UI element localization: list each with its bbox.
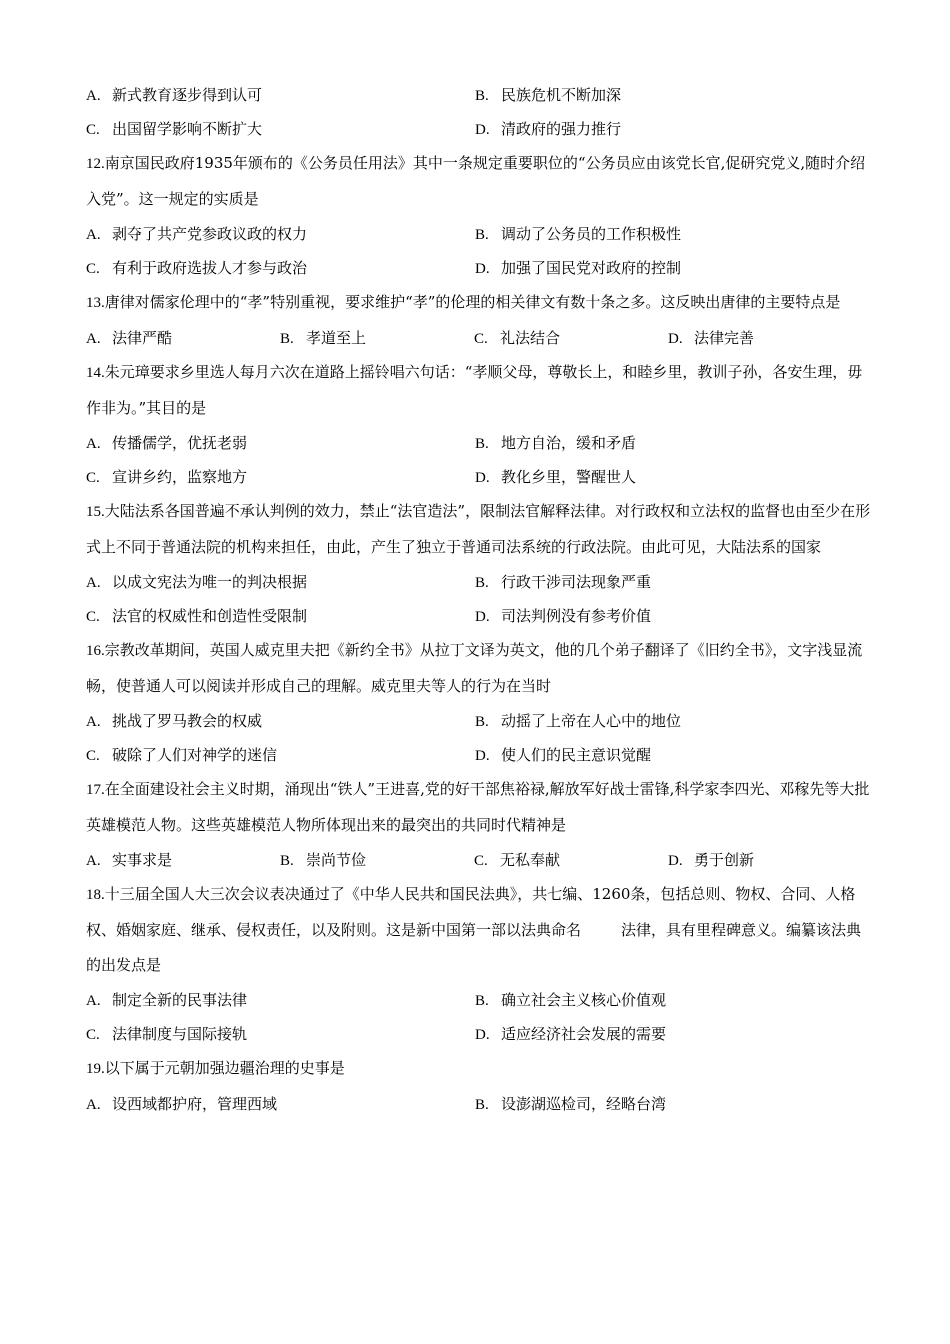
option-letter: A. bbox=[86, 575, 101, 591]
question-16 bbox=[86, 633, 876, 704]
option-text: 法律严酷 bbox=[112, 329, 173, 347]
option-text: 适应经济社会发展的需要 bbox=[501, 1025, 667, 1043]
option-c bbox=[86, 1017, 475, 1051]
option-letter: B. bbox=[280, 331, 294, 347]
option-row bbox=[86, 599, 876, 633]
option-d bbox=[475, 1017, 864, 1051]
option-b bbox=[280, 321, 474, 355]
option-letter: C. bbox=[86, 748, 100, 764]
option-letter: A. bbox=[86, 88, 101, 104]
option-b bbox=[475, 983, 864, 1017]
option-d bbox=[475, 251, 864, 285]
option-text: 出国留学影响不断扩大 bbox=[112, 120, 263, 138]
option-a bbox=[86, 704, 475, 738]
option-letter: B. bbox=[475, 88, 489, 104]
question-stem: 南京国民政府1935年颁布的《公务员任用法》其中一条规定重要职位的“公务员应由该党长官,促研究党义,随时介绍入党”。这一规定的实质是 bbox=[86, 154, 866, 208]
option-text: 勇于创新 bbox=[694, 851, 755, 869]
option-d bbox=[475, 460, 864, 494]
option-a bbox=[86, 1087, 475, 1121]
option-row bbox=[86, 426, 876, 460]
option-letter: A. bbox=[86, 227, 101, 243]
option-letter: B. bbox=[475, 436, 489, 452]
option-a bbox=[86, 565, 475, 599]
option-row bbox=[86, 843, 876, 877]
option-text: 法官的权威性和创造性受限制 bbox=[112, 607, 308, 625]
option-letter: C. bbox=[474, 853, 488, 869]
question-14 bbox=[86, 355, 876, 426]
option-letter: C. bbox=[86, 470, 100, 486]
option-letter: B. bbox=[280, 853, 294, 869]
option-a bbox=[86, 843, 280, 877]
option-letter: B. bbox=[475, 575, 489, 591]
question-stem: 在全面建设社会主义时期，涌现出“铁人”王进喜,党的好干部焦裕禄,解放军好战士雷锋,科学家李四光、邓稼先等大批英雄模范人物。这些英雄模范人物所体现出来的最突出的共同时代精神是 bbox=[86, 780, 870, 834]
option-row bbox=[86, 321, 876, 355]
question-13 bbox=[86, 285, 876, 321]
option-a bbox=[86, 217, 475, 251]
option-letter: A. bbox=[86, 853, 101, 869]
option-b bbox=[475, 565, 864, 599]
option-row bbox=[86, 983, 876, 1017]
option-d bbox=[668, 321, 862, 355]
option-letter: D. bbox=[475, 261, 490, 277]
question-number: 14. bbox=[86, 365, 105, 381]
option-text: 法律完善 bbox=[694, 329, 755, 347]
option-text: 法律制度与国际接轨 bbox=[112, 1025, 248, 1043]
question-number: 16. bbox=[86, 643, 105, 659]
option-text: 新式教育逐步得到认可 bbox=[112, 86, 263, 104]
question-stem: 宗教改革期间，英国人威克里夫把《新约全书》从拉丁文译为英文，他的几个弟子翻译了《旧约全书》，文字浅显流畅，使普通人可以阅读并形成自己的理解。威克里夫等人的行为在当时 bbox=[86, 641, 863, 695]
block-2-options bbox=[86, 217, 876, 285]
option-row bbox=[86, 738, 876, 772]
option-letter: C. bbox=[474, 331, 488, 347]
option-row bbox=[86, 217, 876, 251]
option-letter: D. bbox=[475, 470, 490, 486]
option-d bbox=[475, 599, 864, 633]
question-17 bbox=[86, 772, 876, 843]
option-text: 宣讲乡约，监察地方 bbox=[112, 468, 248, 486]
option-row bbox=[86, 112, 876, 146]
option-letter: D. bbox=[668, 853, 683, 869]
option-text: 行政干涉司法现象严重 bbox=[501, 573, 652, 591]
option-c bbox=[474, 843, 668, 877]
option-c bbox=[474, 321, 668, 355]
question-stem: 唐律对儒家伦理中的“孝”特别重视，要求维护“孝”的伦理的相关律文有数十条之多。这反映出唐律的主要特点是 bbox=[104, 293, 841, 311]
option-text: 挑战了罗马教会的权威 bbox=[112, 712, 263, 730]
option-text: 剥夺了共产党参政议政的权力 bbox=[112, 225, 308, 243]
option-letter: D. bbox=[475, 1027, 490, 1043]
question-15 bbox=[86, 494, 876, 565]
option-text: 清政府的强力推行 bbox=[501, 120, 622, 138]
option-text: 礼法结合 bbox=[500, 329, 561, 347]
block-16-options bbox=[86, 1087, 876, 1121]
option-text: 加强了国民党对政府的控制 bbox=[501, 259, 682, 277]
option-letter: D. bbox=[475, 609, 490, 625]
option-c bbox=[86, 738, 475, 772]
block-10-options bbox=[86, 704, 876, 772]
option-a bbox=[86, 426, 475, 460]
option-letter: A. bbox=[86, 714, 101, 730]
option-row bbox=[86, 1087, 876, 1121]
option-text: 设澎湖巡检司，经略台湾 bbox=[501, 1095, 667, 1113]
question-stem: 以下属于元朝加强边疆治理的史事是 bbox=[104, 1059, 345, 1077]
block-6-options bbox=[86, 426, 876, 494]
option-text: 以成文宪法为唯一的判决根据 bbox=[112, 573, 308, 591]
option-letter: B. bbox=[475, 714, 489, 730]
option-text: 有利于政府选拔人才参与政治 bbox=[112, 259, 308, 277]
option-row bbox=[86, 1017, 876, 1051]
option-text: 确立社会主义核心价值观 bbox=[501, 991, 667, 1009]
option-d bbox=[475, 112, 864, 146]
option-d bbox=[668, 843, 862, 877]
option-text: 设西域都护府，管理西域 bbox=[112, 1095, 278, 1113]
question-12 bbox=[86, 146, 876, 217]
option-letter: D. bbox=[668, 331, 683, 347]
option-a bbox=[86, 321, 280, 355]
block-12-options bbox=[86, 843, 876, 877]
option-b bbox=[475, 704, 864, 738]
option-letter: D. bbox=[475, 748, 490, 764]
question-stem-part-2: 法律，具有里程碑意义。编纂该法典的出发点是 bbox=[86, 921, 862, 974]
question-number: 13. bbox=[86, 295, 105, 311]
question-19 bbox=[86, 1051, 876, 1087]
option-text: 崇尚节俭 bbox=[306, 851, 367, 869]
option-text: 制定全新的民事法律 bbox=[112, 991, 248, 1009]
option-b bbox=[475, 217, 864, 251]
option-text: 无私奉献 bbox=[500, 851, 561, 869]
question-stem-part-1: 十三届全国人大三次会议表决通过了《中华人民共和国民法典》，共七编、1260条，包括总则、物权、合同、人格权、婚姻家庭、继承、侵权责任，以及附则。这是新中国第一部以法典命名 bbox=[86, 885, 856, 939]
question-number: 19. bbox=[86, 1061, 105, 1077]
option-letter: C. bbox=[86, 122, 100, 138]
option-a bbox=[86, 78, 475, 112]
option-text: 教化乡里，警醒世人 bbox=[501, 468, 637, 486]
option-text: 使人们的民主意识觉醒 bbox=[501, 746, 652, 764]
option-b bbox=[475, 426, 864, 460]
option-letter: A. bbox=[86, 331, 101, 347]
option-letter: C. bbox=[86, 261, 100, 277]
option-text: 传播儒学，优抚老弱 bbox=[112, 434, 248, 452]
option-text: 实事求是 bbox=[112, 851, 173, 869]
question-number: 18. bbox=[86, 887, 105, 903]
option-c bbox=[86, 599, 475, 633]
question-number: 17. bbox=[86, 782, 105, 798]
option-letter: B. bbox=[475, 1097, 489, 1113]
question-18 bbox=[86, 877, 876, 983]
option-row bbox=[86, 460, 876, 494]
option-b bbox=[475, 78, 864, 112]
question-stem: 朱元璋要求乡里选人每月六次在道路上摇铃唱六句话：“孝顺父母，尊敬长上，和睦乡里，教训子孙，各安生理，毋作非为。”其目的是 bbox=[86, 363, 863, 417]
option-b bbox=[475, 1087, 864, 1121]
option-letter: C. bbox=[86, 1027, 100, 1043]
option-text: 破除了人们对神学的迷信 bbox=[112, 746, 278, 764]
option-letter: D. bbox=[475, 122, 490, 138]
block-8-options bbox=[86, 565, 876, 633]
option-c bbox=[86, 251, 475, 285]
option-letter: A. bbox=[86, 993, 101, 1009]
option-text: 动摇了上帝在人心中的地位 bbox=[501, 712, 682, 730]
option-letter: B. bbox=[475, 993, 489, 1009]
option-text: 调动了公务员的工作积极性 bbox=[501, 225, 682, 243]
option-letter: A. bbox=[86, 436, 101, 452]
question-number: 12. bbox=[86, 156, 105, 172]
option-text: 孝道至上 bbox=[306, 329, 367, 347]
option-letter: C. bbox=[86, 609, 100, 625]
block-0-options bbox=[86, 78, 876, 146]
option-letter: A. bbox=[86, 1097, 101, 1113]
block-4-options bbox=[86, 321, 876, 355]
option-c bbox=[86, 112, 475, 146]
option-text: 民族危机不断加深 bbox=[501, 86, 622, 104]
question-stem: 大陆法系各国普遍不承认判例的效力，禁止“法官造法”，限制法官解释法律。对行政权和立法权的监督也由至少在形式上不同于普通法院的机构来担任，由此，产生了独立于普通司法系统的行政法院。由此可见，大陆法系的国家 bbox=[86, 502, 871, 556]
option-letter: B. bbox=[475, 227, 489, 243]
option-text: 地方自治，缓和矛盾 bbox=[501, 434, 637, 452]
option-b bbox=[280, 843, 474, 877]
option-c bbox=[86, 460, 475, 494]
option-row bbox=[86, 565, 876, 599]
option-a bbox=[86, 983, 475, 1017]
option-d bbox=[475, 738, 864, 772]
block-14-options bbox=[86, 983, 876, 1051]
option-row bbox=[86, 251, 876, 285]
option-text: 司法判例没有参考价值 bbox=[501, 607, 652, 625]
option-row bbox=[86, 704, 876, 738]
question-number: 15. bbox=[86, 504, 105, 520]
option-row bbox=[86, 78, 876, 112]
exam-page bbox=[86, 78, 876, 1121]
